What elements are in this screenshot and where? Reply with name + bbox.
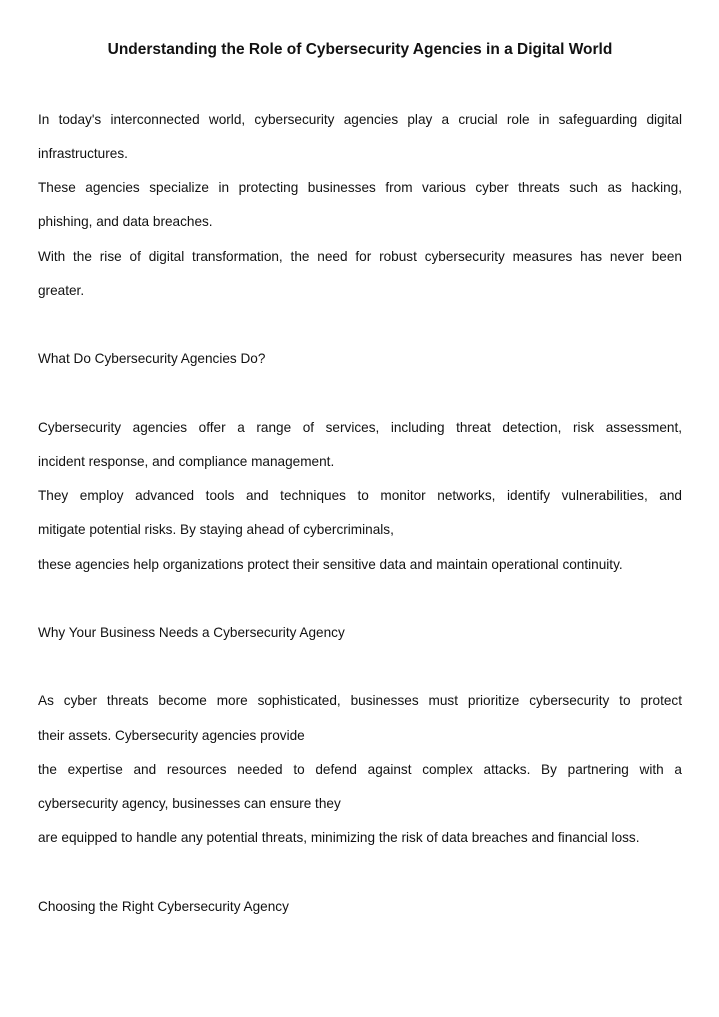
section-heading: What Do Cybersecurity Agencies Do? (38, 351, 266, 366)
section-heading: Why Your Business Needs a Cybersecurity Agency (38, 625, 345, 640)
paragraph-line: These agencies specialize in protecting businesses from various cyber threats such as hacking, (38, 180, 682, 195)
section-heading: Choosing the Right Cybersecurity Agency (38, 899, 289, 914)
paragraph-line: infrastructures. (38, 146, 128, 161)
paragraph-line: Cybersecurity agencies offer a range of services, including threat detection, risk assessment, (38, 420, 682, 435)
paragraph-line: are equipped to handle any potential threats, minimizing the risk of data breaches and financial loss. (38, 830, 640, 845)
paragraph-line: greater. (38, 283, 85, 298)
paragraph-line: phishing, and data breaches. (38, 214, 213, 229)
paragraph-line: cybersecurity agency, businesses can ensure they (38, 796, 341, 811)
paragraph-line: the expertise and resources needed to defend against complex attacks. By partnering with a (38, 762, 682, 777)
paragraph-line: these agencies help organizations protect their sensitive data and maintain operational continuity. (38, 557, 623, 572)
document-title: Understanding the Role of Cybersecurity Agencies in a Digital World (107, 41, 613, 58)
paragraph-line: mitigate potential risks. By staying ahead of cybercriminals, (38, 522, 394, 537)
paragraph-line: As cyber threats become more sophisticated, businesses must prioritize cybersecurity to protect (38, 693, 682, 708)
paragraph-line: In today's interconnected world, cybersecurity agencies play a crucial role in safeguarding digital (38, 112, 682, 127)
paragraph-line: incident response, and compliance management. (38, 454, 335, 469)
paragraph-line: They employ advanced tools and techniques to monitor networks, identify vulnerabilities, and (38, 488, 682, 503)
paragraph-line: their assets. Cybersecurity agencies provide (38, 728, 305, 743)
paragraph-line: With the rise of digital transformation, the need for robust cybersecurity measures has never been (38, 249, 682, 264)
